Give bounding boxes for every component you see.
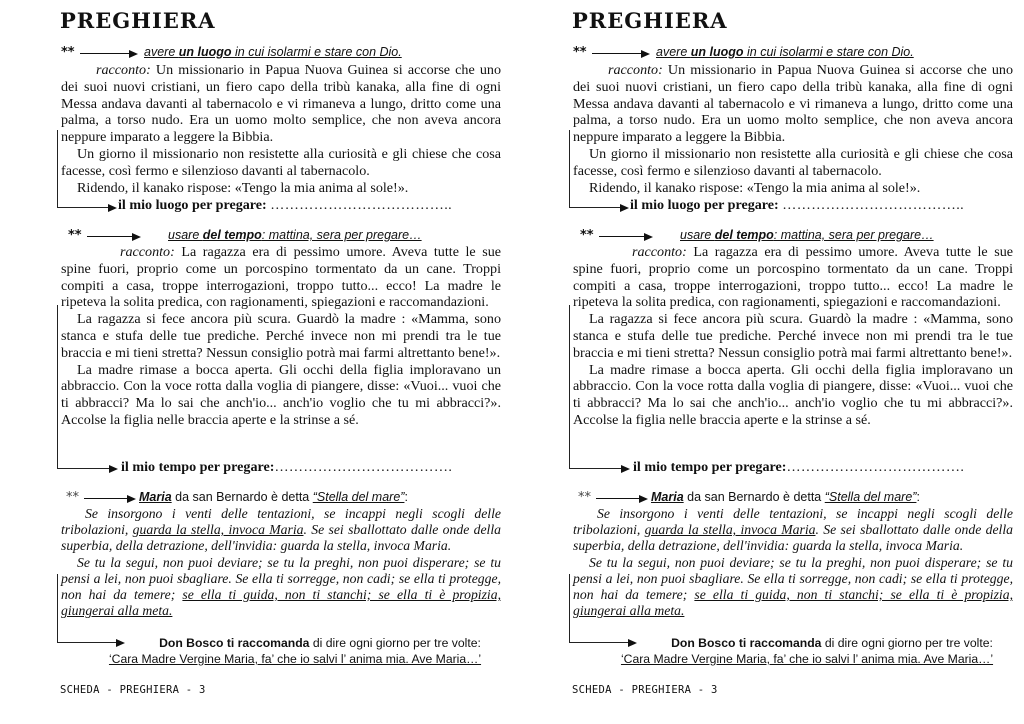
bracket-arrow-icon xyxy=(569,305,621,469)
section-stars: ** xyxy=(68,228,82,243)
section-stars: ** xyxy=(66,490,79,505)
section-stars: ** xyxy=(580,228,594,243)
arrow-icon xyxy=(596,495,648,503)
story-text: racconto: Un missionario in Papua Nuova Guinea si accorse che uno dei suoi nuovi cristiani, un fiero capo della tribù kanaka, alla fine di ogni Messa andava davanti al tabernacolo e vi rimaneva a lungo, dritto come una palma, a torso nudo. Era un uomo molto semplice, che non aveva ancora neppure imparato a leggere la Bibbia. Un giorno il missionario non resistette alla curiosità e gli chiese che cosa facesse, così fermo e silenzioso davanti al tabernacolo. Ridendo, il kanako rispose: «Tengo la mia anima al sole!». xyxy=(573,62,1013,196)
section-stars: ** xyxy=(61,45,75,60)
arrow-icon xyxy=(87,233,141,241)
arrow-icon xyxy=(599,233,653,241)
prayer-line: il mio tempo per pregare:………………………………. xyxy=(633,459,965,475)
arrow-icon xyxy=(80,50,138,58)
page-title: PREGHIERA xyxy=(572,8,728,33)
page-right xyxy=(570,0,1020,724)
section-stars: ** xyxy=(578,490,591,505)
section-stars: ** xyxy=(573,45,587,60)
page-left xyxy=(58,0,508,724)
bracket-arrow-icon xyxy=(57,130,108,208)
section-heading: Maria da san Bernardo è detta “Stella del mare”: xyxy=(651,490,920,504)
page-footer: SCHEDA - PREGHIERA - 3 xyxy=(572,684,718,696)
story-text: racconto: La ragazza era di pessimo umore. Aveva tutte le sue spine fuori, proprio come un porcospino tormentato da un cane. Troppi compiti a casa, troppe interrogazioni, troppo tutto... ecco! La madre le ripeteva la solita predica, con ragionamenti, spiegazioni e raccomandazioni. La ragazza si fece ancora più scura. Guardò la madre : «Mamma, sono stanca e stufa delle tue prediche. Perché invece non mi prendi tra le tue braccia e mi tieni stretta? Nessun consiglio potrà mai farmi altrettanto bene!». La madre rimase a bocca aperta. Gli occhi della figlia imploravano un abbraccio. Con la voce rotta dalla voglia di piangere, disse: «Vuoi... vuoi che ti abbracci? Ma lo sai che anch'io... anch'io voglio che tu mi abbracci?». Accolse la figlia nelle braccia aperte e la strinse a sé. xyxy=(573,244,1013,428)
section-heading: Maria da san Bernardo è detta “Stella del mare”: xyxy=(139,490,408,504)
bracket-arrow-icon xyxy=(57,574,116,643)
page-footer: SCHEDA - PREGHIERA - 3 xyxy=(60,684,206,696)
section-heading: usare del tempo: mattina, sera per pregare… xyxy=(680,228,934,242)
arrow-icon xyxy=(84,495,136,503)
story-text: racconto: Un missionario in Papua Nuova Guinea si accorse che uno dei suoi nuovi cristiani, un fiero capo della tribù kanaka, alla fine di ogni Messa andava davanti al tabernacolo e vi rimaneva a lungo, dritto come una palma, a torso nudo. Era un uomo molto semplice, che non aveva ancora neppure imparato a leggere la Bibbia. Un giorno il missionario non resistette alla curiosità e gli chiese che cosa facesse, così fermo e silenzioso davanti al tabernacolo. Ridendo, il kanako rispose: «Tengo la mia anima al sole!». xyxy=(61,62,501,196)
closing-quote: ‘Cara Madre Vergine Maria, fa’ che io salvi l’ anima mia. Ave Maria…’ xyxy=(108,652,482,666)
closing-note: Don Bosco ti raccomanda di dire ogni giorno per tre volte: xyxy=(159,636,481,650)
section-heading: avere un luogo in cui isolarmi e stare con Dio. xyxy=(144,45,402,59)
bracket-arrow-icon xyxy=(57,305,109,469)
arrow-icon xyxy=(592,50,650,58)
bracket-arrow-icon xyxy=(569,574,628,643)
marian-text: Se insorgono i venti delle tentazioni, se incappi negli scogli delle tribolazioni, guarda la stella, invoca Maria. Se sei sballottato dalle onde della superbia, della detrazione, dell'invidia: guarda la stella, invoca Maria. Se tu la segui, non puoi deviare; se tu la preghi, non puoi disperare; se tu pensi a lei, non puoi sbagliare. Se ella ti sorregge, non cadi; se ella ti protegge, non hai da temere; se ella ti guida, non ti stanchi; se ella ti è propizia, giungerai alla meta. xyxy=(573,506,1014,619)
page-title: PREGHIERA xyxy=(60,8,216,33)
section-heading: avere un luogo in cui isolarmi e stare con Dio. xyxy=(656,45,914,59)
prayer-line: il mio tempo per pregare:………………………………. xyxy=(121,459,453,475)
marian-text: Se insorgono i venti delle tentazioni, se incappi negli scogli delle tribolazioni, guarda la stella, invoca Maria. Se sei sballottato dalle onde della superbia, della detrazione, dell'invidia: guarda la stella, invoca Maria. Se tu la segui, non puoi deviare; se tu la preghi, non puoi disperare; se tu pensi a lei, non puoi sbagliare. Se ella ti sorregge, non cadi; se ella ti protegge, non hai da temere; se ella ti guida, non ti stanchi; se ella ti è propizia, giungerai alla meta. xyxy=(61,506,502,619)
story-text: racconto: La ragazza era di pessimo umore. Aveva tutte le sue spine fuori, proprio come un porcospino tormentato da un cane. Troppi compiti a casa, troppe interrogazioni, troppo tutto... ecco! La madre le ripeteva la solita predica, con ragionamenti, spiegazioni e raccomandazioni. La ragazza si fece ancora più scura. Guardò la madre : «Mamma, sono stanca e stufa delle tue prediche. Perché invece non mi prendi tra le tue braccia e mi tieni stretta? Nessun consiglio potrà mai farmi altrettanto bene!». La madre rimase a bocca aperta. Gli occhi della figlia imploravano un abbraccio. Con la voce rotta dalla voglia di piangere, disse: «Vuoi... vuoi che ti abbracci? Ma lo sai che anch'io... anch'io voglio che tu mi abbracci?». Accolse la figlia nelle braccia aperte e la strinse a sé. xyxy=(61,244,501,428)
closing-note: Don Bosco ti raccomanda di dire ogni giorno per tre volte: xyxy=(671,636,993,650)
closing-quote: ‘Cara Madre Vergine Maria, fa’ che io salvi l’ anima mia. Ave Maria…’ xyxy=(620,652,994,666)
section-heading: usare del tempo: mattina, sera per pregare… xyxy=(168,228,422,242)
prayer-line: il mio luogo per pregare: ……………………………….. xyxy=(118,197,453,213)
bracket-arrow-icon xyxy=(569,130,620,208)
prayer-line: il mio luogo per pregare: ……………………………….. xyxy=(630,197,965,213)
